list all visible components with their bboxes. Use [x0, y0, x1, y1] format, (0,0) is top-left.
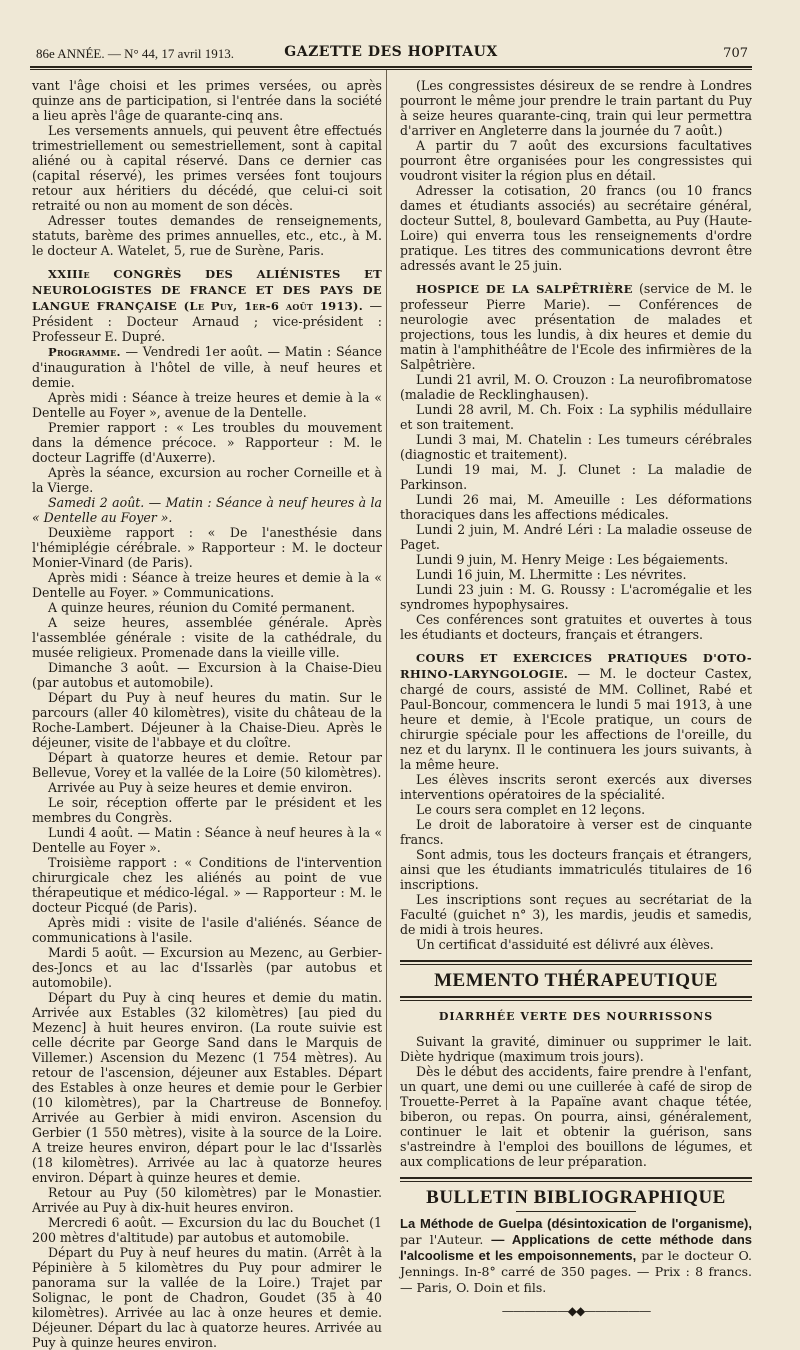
programme [32, 344, 382, 390]
paragraph: Le droit de laboratoire à verser est de cinquante francs. [400, 817, 752, 847]
paragraph: Suivant la gravité, diminuer ou supprimer le lait. Diète hydrique (maximum trois jours). [400, 1034, 752, 1064]
biblio-title: BULLETIN BIBLIOGRAPHIQUE [426, 1187, 726, 1208]
paragraph: Troisième rapport : « Conditions de l'intervention chirurgicale chez les aliénés au point de vue thérapeutique et médico-légal. » — Rapporteur : M. le docteur Picqué (de Paris). [32, 855, 382, 915]
book-details: par le docteur O. Jennings. In-8° carré de 350 pages. — Prix : 8 francs. — Paris, O. Doin et fils. [400, 1248, 752, 1295]
paragraph: Samedi 2 août. — Matin : Séance à neuf heures à la « Dentelle au Foyer ». [32, 495, 382, 525]
right-column [400, 78, 752, 1319]
paragraph: Les inscriptions sont reçues au secrétariat de la Faculté (guichet n° 3), les mardis, jeudis et samedis, de midi à trois heures. [400, 892, 752, 937]
issue-line: 86e ANNÉE. — N° 44, 17 avril 1913. [36, 46, 235, 61]
page-number: 707 [723, 46, 748, 61]
paragraph: Ces conférences sont gratuites et ouvertes à tous les étudiants et docteurs, français et étrangers. [400, 612, 752, 642]
lecture-item: Lundi 23 juin : M. G. Roussy : L'acromégalie et les syndromes hypophysaires. [400, 582, 752, 612]
paragraph: A seize heures, assemblée générale. Après l'assemblée générale : visite de la cathédrale, du musée religieux. Promenade dans la vieille ville. [32, 615, 382, 660]
paragraph: Retour au Puy (50 kilomètres) par le Monastier. Arrivée au Puy à dix-huit heures environ. [32, 1185, 382, 1215]
paragraph: Le cours sera complet en 12 leçons. [416, 802, 646, 817]
title-rule [516, 1211, 636, 1212]
paragraph: Les élèves inscrits seront exercés aux diverses interventions opératoires de la spécialité. [400, 772, 752, 802]
salpetriere-title: HOSPICE DE LA SALPÊTRIÈRE [416, 282, 633, 296]
cours-title: COURS ET EXERCICES PRATIQUES D'OTO-RHINO-LARYNGOLOGIE. [400, 651, 752, 681]
paragraph: A quinze heures, réunion du Comité permanent. [48, 600, 355, 615]
lecture-item: Lundi 3 mai, M. Chatelin : Les tumeurs cérébrales (diagnostic et traitement). [400, 432, 752, 462]
paragraph: Départ du Puy à neuf heures du matin. (Arrêt à la Pépinière à 5 kilomètres du Puy pour admirer le panorama sur la vallée de la Loire.) Trajet par Solignac, le pont de Chadron, Goudet (35 à 40 kilomètres). Arrivée au lac à onze heures et demie. Déjeuner. Départ du lac à quatorze heures. Arrivée au Puy à quinze heures environ. [32, 1245, 382, 1350]
salpetriere-text: (service de M. le professeur Pierre Marie). — Conférences de neurologie avec présentation de malades et projections, tous les lundis, à dix heures et demie du matin à l'amphithéâtre de l'Ecole des infirmières de la Salpêtrière. [400, 281, 752, 372]
lecture-item: Lundi 26 mai, M. Ameuille : Les déformations thoraciques dans les affections médicales. [400, 492, 752, 522]
congres-title: XXIIIe CONGRÈS DES ALIÉNISTES ET NEUROLOGISTES DE FRANCE ET DES PAYS DE LANGUE FRANÇAISE (Le Puy, 1er-6 août 1913). [32, 267, 382, 313]
paragraph: Départ du Puy à neuf heures du matin. Sur le parcours (aller 40 kilomètres), visite du château de la Roche-Lambert. Déjeuner à la Chaise-Dieu. Après le déjeuner, visite de l'abbaye et du cloître. [32, 690, 382, 750]
book-entry [400, 1216, 752, 1296]
paragraph: Départ à quatorze heures et demie. Retour par Bellevue, Vorey et la vallée de la Loire (50 kilomètres). [32, 750, 382, 780]
lecture-item: Lundi 2 juin, M. André Léri : La maladie osseuse de Paget. [400, 522, 752, 552]
paragraph: Dimanche 3 août. — Excursion à la Chaise-Dieu (par autobus et automobile). [32, 660, 382, 690]
header-rule [30, 69, 752, 70]
paragraph: Lundi 4 août. — Matin : Séance à neuf heures à la « Dentelle au Foyer ». [32, 825, 382, 855]
journal-title: GAZETTE DES HOPITAUX [284, 44, 498, 60]
lecture-item: Lundi 21 avril, M. O. Crouzon : La neurofibromatose (maladie de Recklinghausen). [400, 372, 752, 402]
paragraph: Le soir, réception offerte par le président et les membres du Congrès. [32, 795, 382, 825]
paragraph: Les versements annuels, qui peuvent être effectués trimestriellement ou semestriellement, sont à capital aliéné ou à capital réservé. Dans ce dernier cas (capital réservé), les primes versées font toujours retour aux héritiers du décédé, que celui-ci soit retraité ou non au moment de son décès. [32, 123, 382, 213]
book-subtitle: — Applications de cette méthode dans l'alcoolisme et les empoisonnements, [400, 1232, 752, 1263]
paragraph: Sont admis, tous les docteurs français et étrangers, ainsi que les étudiants immatriculés titulaires de 16 inscriptions. [400, 847, 752, 892]
column-divider [386, 70, 387, 1110]
cours-text: — M. le docteur Castex, chargé de cours, assisté de MM. Collinet, Rabé et Paul-Boncour, commencera le lundi 5 mai 1913, à une heure et demie, à l'Ecole pratique, un cours de chirurgie spéciale pour les affections de l'oreille, du nez et du larynx. Il le continuera les jours suivants, à la même heure. [400, 666, 752, 772]
lecture-item: Lundi 19 mai, M. J. Clunet : La maladie de Parkinson. [400, 462, 752, 492]
lecture-item: Lundi 9 juin, M. Henry Meige : Les bégaiements. [416, 552, 729, 567]
section-rule [400, 960, 752, 965]
paragraph: Deuxième rapport : « De l'anesthésie dans l'hémiplégie cérébrale. » Rapporteur : M. le docteur Monier-Vinard (de Paris). [32, 525, 382, 570]
paragraph: Arrivée au Puy à seize heures et demie environ. [48, 780, 353, 795]
programme-text: — Vendredi 1er août. — Matin : Séance d'inauguration à l'hôtel de ville, à neuf heures et demie. [32, 344, 382, 390]
paragraph: Départ du Puy à cinq heures et demie du matin. Arrivée aux Estables (32 kilomètres) [au pied du Mezenc] à huit heures environ. (La route suivie est celle décrite par George Sand dans le Marquis de Villemer.) Ascension du Mezenc (1 754 mètres). Au retour de l'ascension, déjeuner aux Estables. Départ des Estables à onze heures et demie pour le Gerbier (10 kilomètres), par la Chartreuse de Bonnefoy. Arrivée au Gerbier à midi environ. Ascension du Gerbier (1 550 mètres), visite à la source de la Loire. A treize heures environ, départ pour le lac d'Issarlès (18 kilomètres). Arrivée au lac à quatorze heures environ. Départ à quinze heures et demie. [32, 990, 382, 1185]
left-column [32, 78, 382, 1350]
congres-notice [32, 266, 382, 344]
lecture-item: Lundi 28 avril, M. Ch. Foix : La syphilis médullaire et son traitement. [400, 402, 752, 432]
programme-label: Programme. [48, 345, 121, 359]
paragraph: vant l'âge choisi et les primes versées, ou après quinze ans de participation, si l'entrée dans la société a lieu après l'âge de quarante-cinq ans. [32, 78, 382, 123]
paragraph: Premier rapport : « Les troubles du mouvement dans la démence précoce. » Rapporteur : M. le docteur Lagriffe (d'Auxerre). [32, 420, 382, 465]
memento-title: MEMENTO THÉRAPEUTIQUE [434, 970, 718, 991]
paragraph: Après midi : Séance à treize heures et demie à la « Dentelle au Foyer. » Communications. [32, 570, 382, 600]
book-author: par l'Auteur. [400, 1232, 484, 1247]
congres-officers: — Président : Docteur Arnaud ; vice-président : Professeur E. Dupré. [32, 298, 382, 344]
ornament-icon: ——————◆◆—————— [501, 1304, 651, 1318]
paragraph: Après midi : Séance à treize heures et demie à la « Dentelle au Foyer », avenue de la Dentelle. [32, 390, 382, 420]
page-header [30, 42, 752, 68]
section-rule [400, 996, 752, 1001]
paragraph: Un certificat d'assiduité est délivré aux élèves. [416, 937, 714, 952]
section-rule [400, 1177, 752, 1182]
lecture-item: Lundi 16 juin, M. Lhermitte : Les névrites. [416, 567, 687, 582]
paragraph: A partir du 7 août des excursions facultatives pourront être organisées pour les congressistes qui voudront visiter la région plus en détail. [400, 138, 752, 183]
paragraph: Dès le début des accidents, faire prendre à l'enfant, un quart, une demi ou une cuillerée à café de sirop de Trouette-Perret à la Papaïne avant chaque tétée, biberon, ou repas. On pourra, ainsi, généralement, continuer le lait et obtenir la guérison, sans s'astreindre à l'emploi des bouillons de légumes, et aux complications de leur préparation. [400, 1064, 752, 1169]
paragraph: Mardi 5 août. — Excursion au Mezenc, au Gerbier-des-Joncs et au lac d'Issarlès (par autobus et automobile). [32, 945, 382, 990]
paragraph: Après la séance, excursion au rocher Corneille et à la Vierge. [32, 465, 382, 495]
paragraph: (Les congressistes désireux de se rendre à Londres pourront le même jour prendre le train partant du Puy à seize heures quarante-cinq, train qui leur permettra d'arriver en Angleterre dans la journée du 7 août.) [400, 78, 752, 138]
cours-notice [400, 650, 752, 772]
paragraph: Après midi : visite de l'asile d'aliénés. Séance de communications à l'asile. [32, 915, 382, 945]
paragraph: Adresser toutes demandes de renseignements, statuts, barème des primes annuelles, etc., etc., à M. le docteur A. Watelet, 5, rue de Surène, Paris. [32, 213, 382, 258]
paragraph: Adresser la cotisation, 20 francs (ou 10 francs dames et étudiants associés) au secrétaire général, docteur Suttel, 8, boulevard Gambetta, au Puy (Haute-Loire) qui enverra tous les renseignements d'ordre pratique. Les titres des communications devront être adressés avant le 25 juin. [400, 183, 752, 273]
salpetriere-notice [400, 281, 752, 372]
paragraph: Mercredi 6 août. — Excursion du lac du Bouchet (1 200 mètres d'altitude) par autobus et automobile. [32, 1215, 382, 1245]
book-title: La Méthode de Guelpa (désintoxication de l'organisme), [400, 1216, 752, 1231]
memento-subtitle: DIARRHÉE VERTE DES NOURRISSONS [438, 1010, 714, 1023]
